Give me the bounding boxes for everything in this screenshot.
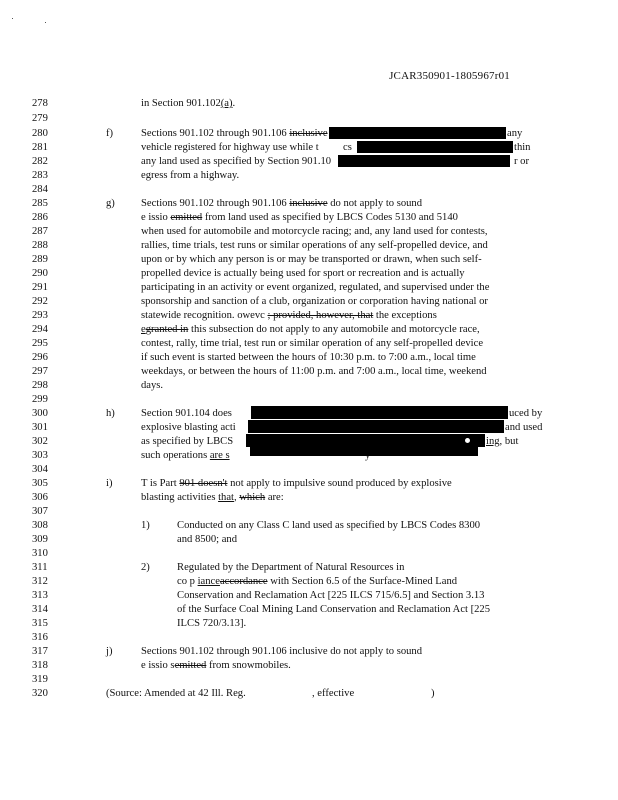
- line-number: 288: [32, 240, 48, 251]
- deleted-text: emitted: [170, 212, 203, 223]
- text-span: e issio s: [141, 660, 175, 671]
- line-number: 298: [32, 380, 48, 391]
- text-span: and used: [505, 422, 543, 433]
- subsection-label-h: h): [106, 408, 115, 419]
- text-line: [141, 477, 452, 490]
- document-id-header: JCAR350901-1805967r01: [389, 70, 510, 82]
- line-number: 297: [32, 366, 48, 377]
- line-number: 306: [32, 492, 48, 503]
- subsection-label-i: i): [106, 478, 113, 489]
- text-line: [141, 309, 437, 322]
- text-span: statewide recognition. owevc: [141, 310, 268, 321]
- text-line: upon or by which any person is or may be transported or drawn, when such self-: [141, 254, 482, 265]
- text-line: contest, rally, time trial, test run or similar operation of any self-propelled device: [141, 338, 484, 349]
- line-number: 284: [32, 184, 48, 195]
- line-number: 290: [32, 268, 48, 279]
- text-span: .: [232, 98, 236, 109]
- text-span: the exceptions: [373, 310, 437, 321]
- line-number: 308: [32, 520, 48, 531]
- text-line: and 8500; and: [177, 534, 238, 545]
- deleted-text: 901 does: [179, 478, 218, 489]
- subsection-label-f: f): [106, 128, 114, 139]
- deleted-text: granted in: [145, 324, 189, 335]
- source-note: (Source: Amended at 42 Ill. Reg.: [106, 688, 246, 699]
- deleted-text: accordance: [219, 576, 268, 587]
- inserted-text: e: [141, 324, 146, 335]
- text-line: egress from a highway.: [141, 170, 240, 181]
- text-line: Regulated by the Department of Natural Resources in: [177, 562, 405, 573]
- line-number: 319: [32, 674, 48, 685]
- text-span: from land used as specified by LBCS Codes 5130 and 5140: [202, 212, 458, 223]
- line-number: 279: [32, 113, 48, 124]
- text-span: ,: [233, 492, 240, 503]
- text-line: [141, 659, 291, 672]
- text-span: Sections 901.102 through 901.106: [141, 198, 290, 209]
- text-span: not apply to impulsive sound produced by explosive: [227, 478, 452, 489]
- scan-speck: [45, 22, 46, 23]
- line-number: 294: [32, 324, 48, 335]
- text-line: Conservation and Reclamation Act [225 ILCS 715/6.5] and Section 3.13: [177, 590, 485, 601]
- deleted-text: inclusive: [289, 128, 328, 139]
- text-line: vehicle registered for highway use while t: [141, 142, 319, 153]
- text-line: [486, 435, 518, 448]
- source-effective-label: , effective: [312, 688, 355, 699]
- line-number: 311: [32, 562, 48, 573]
- redaction-block: [246, 434, 485, 447]
- line-number: 283: [32, 170, 48, 181]
- inserted-text: (a): [220, 98, 233, 109]
- text-line: [141, 323, 480, 336]
- text-line: [141, 127, 336, 140]
- line-number: 289: [32, 254, 48, 265]
- source-closing-paren: ): [431, 688, 435, 699]
- deleted-text: n't: [217, 478, 228, 489]
- text-span: this subsection do not apply to any automobile and motorcycle race,: [188, 324, 480, 335]
- text-span: cs: [343, 142, 352, 153]
- text-span: , but: [499, 436, 519, 447]
- inserted-text: are s: [209, 450, 230, 461]
- line-number: 293: [32, 310, 48, 321]
- inserted-text: that: [218, 492, 234, 503]
- scan-speck: [12, 18, 13, 19]
- inserted-text: iance: [197, 576, 220, 587]
- line-number: 310: [32, 548, 48, 559]
- text-span: from snowmobiles.: [206, 660, 291, 671]
- text-line: [141, 449, 230, 462]
- text-line: [141, 211, 458, 224]
- text-line: explosive blasting acti: [141, 422, 236, 433]
- deleted-text: inclusive: [289, 198, 328, 209]
- text-span: do not apply to sound: [327, 198, 423, 209]
- line-number: 320: [32, 688, 48, 699]
- item-label-2: 2): [141, 562, 150, 573]
- redaction-artifact: [465, 438, 470, 443]
- line-number: 292: [32, 296, 48, 307]
- text-line: [141, 491, 284, 504]
- line-number: 309: [32, 534, 48, 545]
- line-number: 312: [32, 576, 48, 587]
- redaction-block: [357, 141, 513, 153]
- line-number: 291: [32, 282, 48, 293]
- line-number: 316: [32, 632, 48, 643]
- line-number: 300: [32, 408, 48, 419]
- text-span: co p: [177, 576, 198, 587]
- text-line: Sections 901.102 through 901.106 inclusive do not apply to sound: [141, 646, 423, 657]
- item-label-1: 1): [141, 520, 150, 531]
- line-number: 285: [32, 198, 48, 209]
- subsection-label-g: g): [106, 198, 115, 209]
- text-span: uced by: [509, 408, 543, 419]
- line-number: 287: [32, 226, 48, 237]
- redaction-block: [250, 447, 478, 456]
- text-line: participating in an activity or event organized, regulated, and supervised under the: [141, 282, 490, 293]
- deleted-text: emitted: [174, 660, 207, 671]
- line-number: 315: [32, 618, 48, 629]
- line-number: 278: [32, 98, 48, 109]
- inserted-text: ing: [486, 436, 500, 447]
- text-line: as specified by LBCS: [141, 436, 234, 447]
- line-number: 299: [32, 394, 48, 405]
- line-number: 313: [32, 590, 48, 601]
- text-span: such operations: [141, 450, 210, 461]
- text-line: days.: [141, 380, 164, 391]
- text-line: rallies, time trials, test runs or similar operations of any self-propelled device, and: [141, 240, 488, 251]
- text-line: if such event is started between the hours of 10:30 p.m. to 7:00 a.m., local time: [141, 352, 476, 363]
- text-line: Section 901.104 does: [141, 408, 232, 419]
- text-span: in Section 901.102: [141, 98, 221, 109]
- text-line: [141, 97, 235, 110]
- line-number: 305: [32, 478, 48, 489]
- text-line: [141, 197, 422, 210]
- line-number: 301: [32, 422, 48, 433]
- line-number: 302: [32, 436, 48, 447]
- text-line: weekdays, or between the hours of 11:00 p.m. and 7:00 a.m., local time, weekend: [141, 366, 487, 377]
- redaction-block: [329, 127, 506, 139]
- text-span: are:: [265, 492, 284, 503]
- text-span: with Section 6.5 of the Surface-Mined Land: [267, 576, 458, 587]
- text-span: blasting activities: [141, 492, 219, 503]
- redaction-block: [338, 155, 510, 167]
- text-line: propelled device is actually being used for sport or recreation and is actually: [141, 268, 465, 279]
- line-number: 314: [32, 604, 48, 615]
- line-number: 282: [32, 156, 48, 167]
- line-number: 281: [32, 142, 48, 153]
- line-number: 286: [32, 212, 48, 223]
- line-number: 318: [32, 660, 48, 671]
- line-number: 307: [32, 506, 48, 517]
- line-number: 296: [32, 352, 48, 363]
- text-span: any: [507, 128, 523, 139]
- text-line: of the Surface Coal Mining Land Conservation and Reclamation Act [225: [177, 604, 491, 615]
- text-span: r or: [514, 156, 530, 167]
- text-line: sponsorship and sanction of a club, organization or corporation having national or: [141, 296, 488, 307]
- text-span: T is Part: [141, 478, 180, 489]
- line-number: 317: [32, 646, 48, 657]
- redaction-block: [248, 420, 504, 433]
- redaction-block: [251, 406, 508, 419]
- text-line: [177, 575, 457, 588]
- text-line: Conducted on any Class C land used as specified by LBCS Codes 8300: [177, 520, 481, 531]
- subsection-label-j: j): [106, 646, 113, 657]
- text-line: when used for automobile and motorcycle racing; and, any land used for contests,: [141, 226, 488, 237]
- line-number: 304: [32, 464, 48, 475]
- text-span: e issio: [141, 212, 171, 223]
- line-number: 303: [32, 450, 48, 461]
- line-number: 295: [32, 338, 48, 349]
- text-line: any land used as specified by Section 901.10: [141, 156, 332, 167]
- deleted-text: which: [239, 492, 266, 503]
- deleted-text: ; provided, however, that: [267, 310, 374, 321]
- text-line: ILCS 720/3.13].: [177, 618, 247, 629]
- line-number: 280: [32, 128, 48, 139]
- text-span: Sections 901.102 through 901.106: [141, 128, 290, 139]
- text-span: thin: [514, 142, 531, 153]
